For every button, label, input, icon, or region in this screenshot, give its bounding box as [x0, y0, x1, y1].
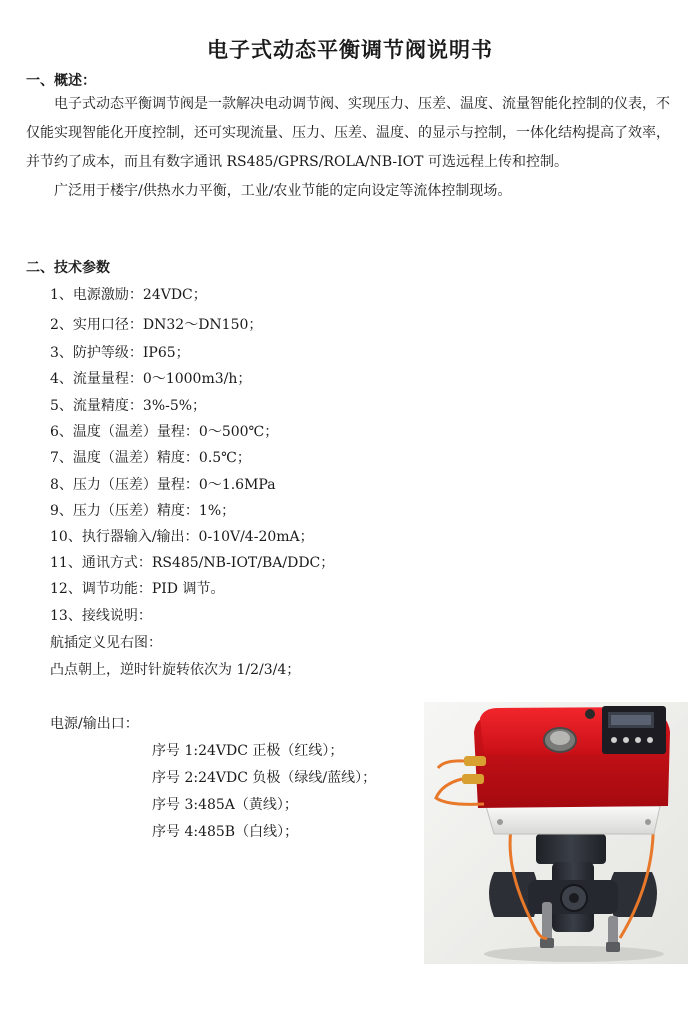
spec-item: 10、执行器输入/输出：0-10V/4-20mA； — [50, 529, 314, 545]
overview-paragraph: 广泛用于楼宇/供热水力平衡，工业/农业节能的定向设定等流体控制现场。 — [54, 183, 512, 199]
pin-definition: 序号 1:24VDC 正极（红线）； — [152, 743, 344, 759]
spec-item: 9、压力（压差）精度：1%； — [50, 503, 236, 519]
spec-item: 12、调节功能：PID 调节。 — [50, 581, 225, 597]
product-photo — [424, 702, 688, 964]
wiring-note: 航插定义见右图： — [50, 635, 162, 651]
power-output-label: 电源/输出口： — [50, 716, 139, 732]
spec-item: 2、实用口径：DN32～DN150； — [50, 317, 263, 333]
spec-item: 5、流量精度：3%-5%； — [50, 398, 207, 414]
overview-heading: 一、概述： — [26, 73, 96, 89]
spec-item: 3、防护等级：IP65； — [50, 345, 190, 361]
pin-definition: 序号 2:24VDC 负极（绿线/蓝线）； — [152, 770, 377, 786]
spec-item: 1、电源激励：24VDC； — [50, 287, 207, 303]
overview-body — [26, 90, 670, 206]
pin-definition: 序号 4:485B（白线）； — [152, 824, 299, 840]
spec-item: 7、温度（温差）精度：0.5℃； — [50, 450, 251, 466]
wiring-note: 凸点朝上，逆时针旋转依次为 1/2/3/4； — [50, 662, 301, 678]
spec-item: 8、压力（压差）量程：0～1.6MPa — [50, 477, 276, 493]
pin-definition: 序号 3:485A（黄线）； — [152, 797, 298, 813]
spec-item: 4、流量量程：0～1000m3/h； — [50, 371, 252, 387]
valve-actuator-illustration — [424, 702, 688, 964]
spec-item: 13、接线说明： — [50, 608, 152, 624]
specs-heading: 二、技术参数 — [26, 260, 110, 276]
spec-item: 6、温度（温差）量程：0～500℃； — [50, 424, 279, 440]
spec-item: 11、通讯方式：RS485/NB-IOT/BA/DDC； — [50, 555, 335, 571]
page-title: 电子式动态平衡调节阀说明书 — [207, 38, 493, 62]
overview-paragraph: 电子式动态平衡调节阀是一款解决电动调节阀、实现压力、压差、温度、流量智能化控制的仪表，不仅能实现智能化开度控制，还可实现流量、压力、压差、温度、的显示与控制，一体化结构提高了效率，并节约了成本，而且有数字通讯 RS485/GPRS/ROLA/NB-IOT 可选远程上传和控制。 — [26, 96, 670, 170]
